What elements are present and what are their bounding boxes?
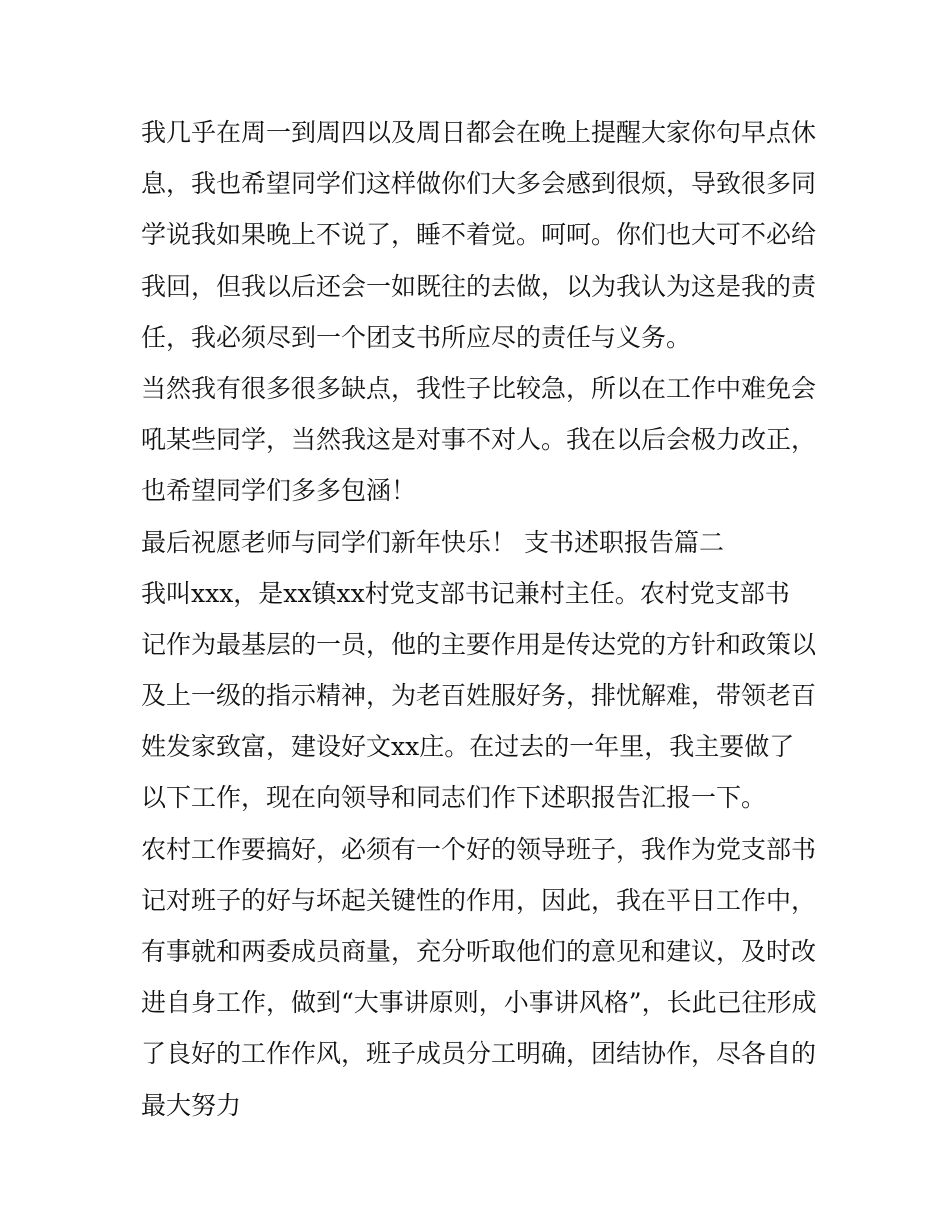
text-line: 我几乎在周一到周四以及周日都会在晚上提醒大家你句早点休 — [141, 118, 817, 147]
section-heading-line: 最后祝愿老师与同学们新年快乐！ 支书述职报告篇二 — [141, 527, 724, 557]
text-line: 以下工作，现在向领导和同志们作下述职报告汇报一下。 — [141, 783, 767, 813]
text-line: 记作为最基层的一员，他的主要作用是传达党的方针和政策以 — [141, 629, 817, 659]
text-line: 吼某些同学，当然我这是对事不对人。我在以后会极力改正， — [141, 425, 817, 455]
text-line: 及上一级的指示精神，为老百姓服好务，排忧解难，带领老百 — [141, 681, 817, 711]
text-line: 学说我如果晚上不说了，睡不着觉。呵呵。你们也大可不必给 — [141, 220, 817, 250]
text-line: 当然我有很多很多缺点，我性子比较急，所以在工作中难免会 — [141, 373, 817, 403]
text-line: 了良好的工作作风，班子成员分工明确，团结协作，尽各自的 — [141, 1039, 817, 1069]
text-line: 记对班子的好与坏起关键性的作用，因此，我在平日工作中， — [141, 885, 817, 915]
text-line: 有事就和两委成员商量，充分听取他们的意见和建议，及时改 — [141, 937, 817, 966]
body-text — [141, 107, 821, 1131]
text-line: 农村工作要搞好，必须有一个好的领导班子，我作为党支部书 — [141, 834, 817, 864]
text-line: 也希望同学们多多包涵！ — [141, 476, 417, 506]
text-line: 进自身工作，做到“大事讲原则，小事讲风格”，长此已往形成 — [141, 988, 817, 1018]
text-line: 任，我必须尽到一个团支书所应尽的责任与义务。 — [141, 322, 692, 352]
text-line: 姓发家致富，建设好文xx庄。在过去的一年里，我主要做了 — [141, 732, 795, 762]
text-line: 最大努力 — [141, 1090, 242, 1120]
text-line: 我回，但我以后还会一如既往的去做，以为我认为这是我的责 — [141, 271, 817, 301]
text-line: 息，我也希望同学们这样做你们大多会感到很烦，导致很多同 — [141, 169, 817, 199]
text-line: 我叫xxx，是xx镇xx村党支部书记兼村主任。农村党支部书 — [141, 578, 790, 608]
